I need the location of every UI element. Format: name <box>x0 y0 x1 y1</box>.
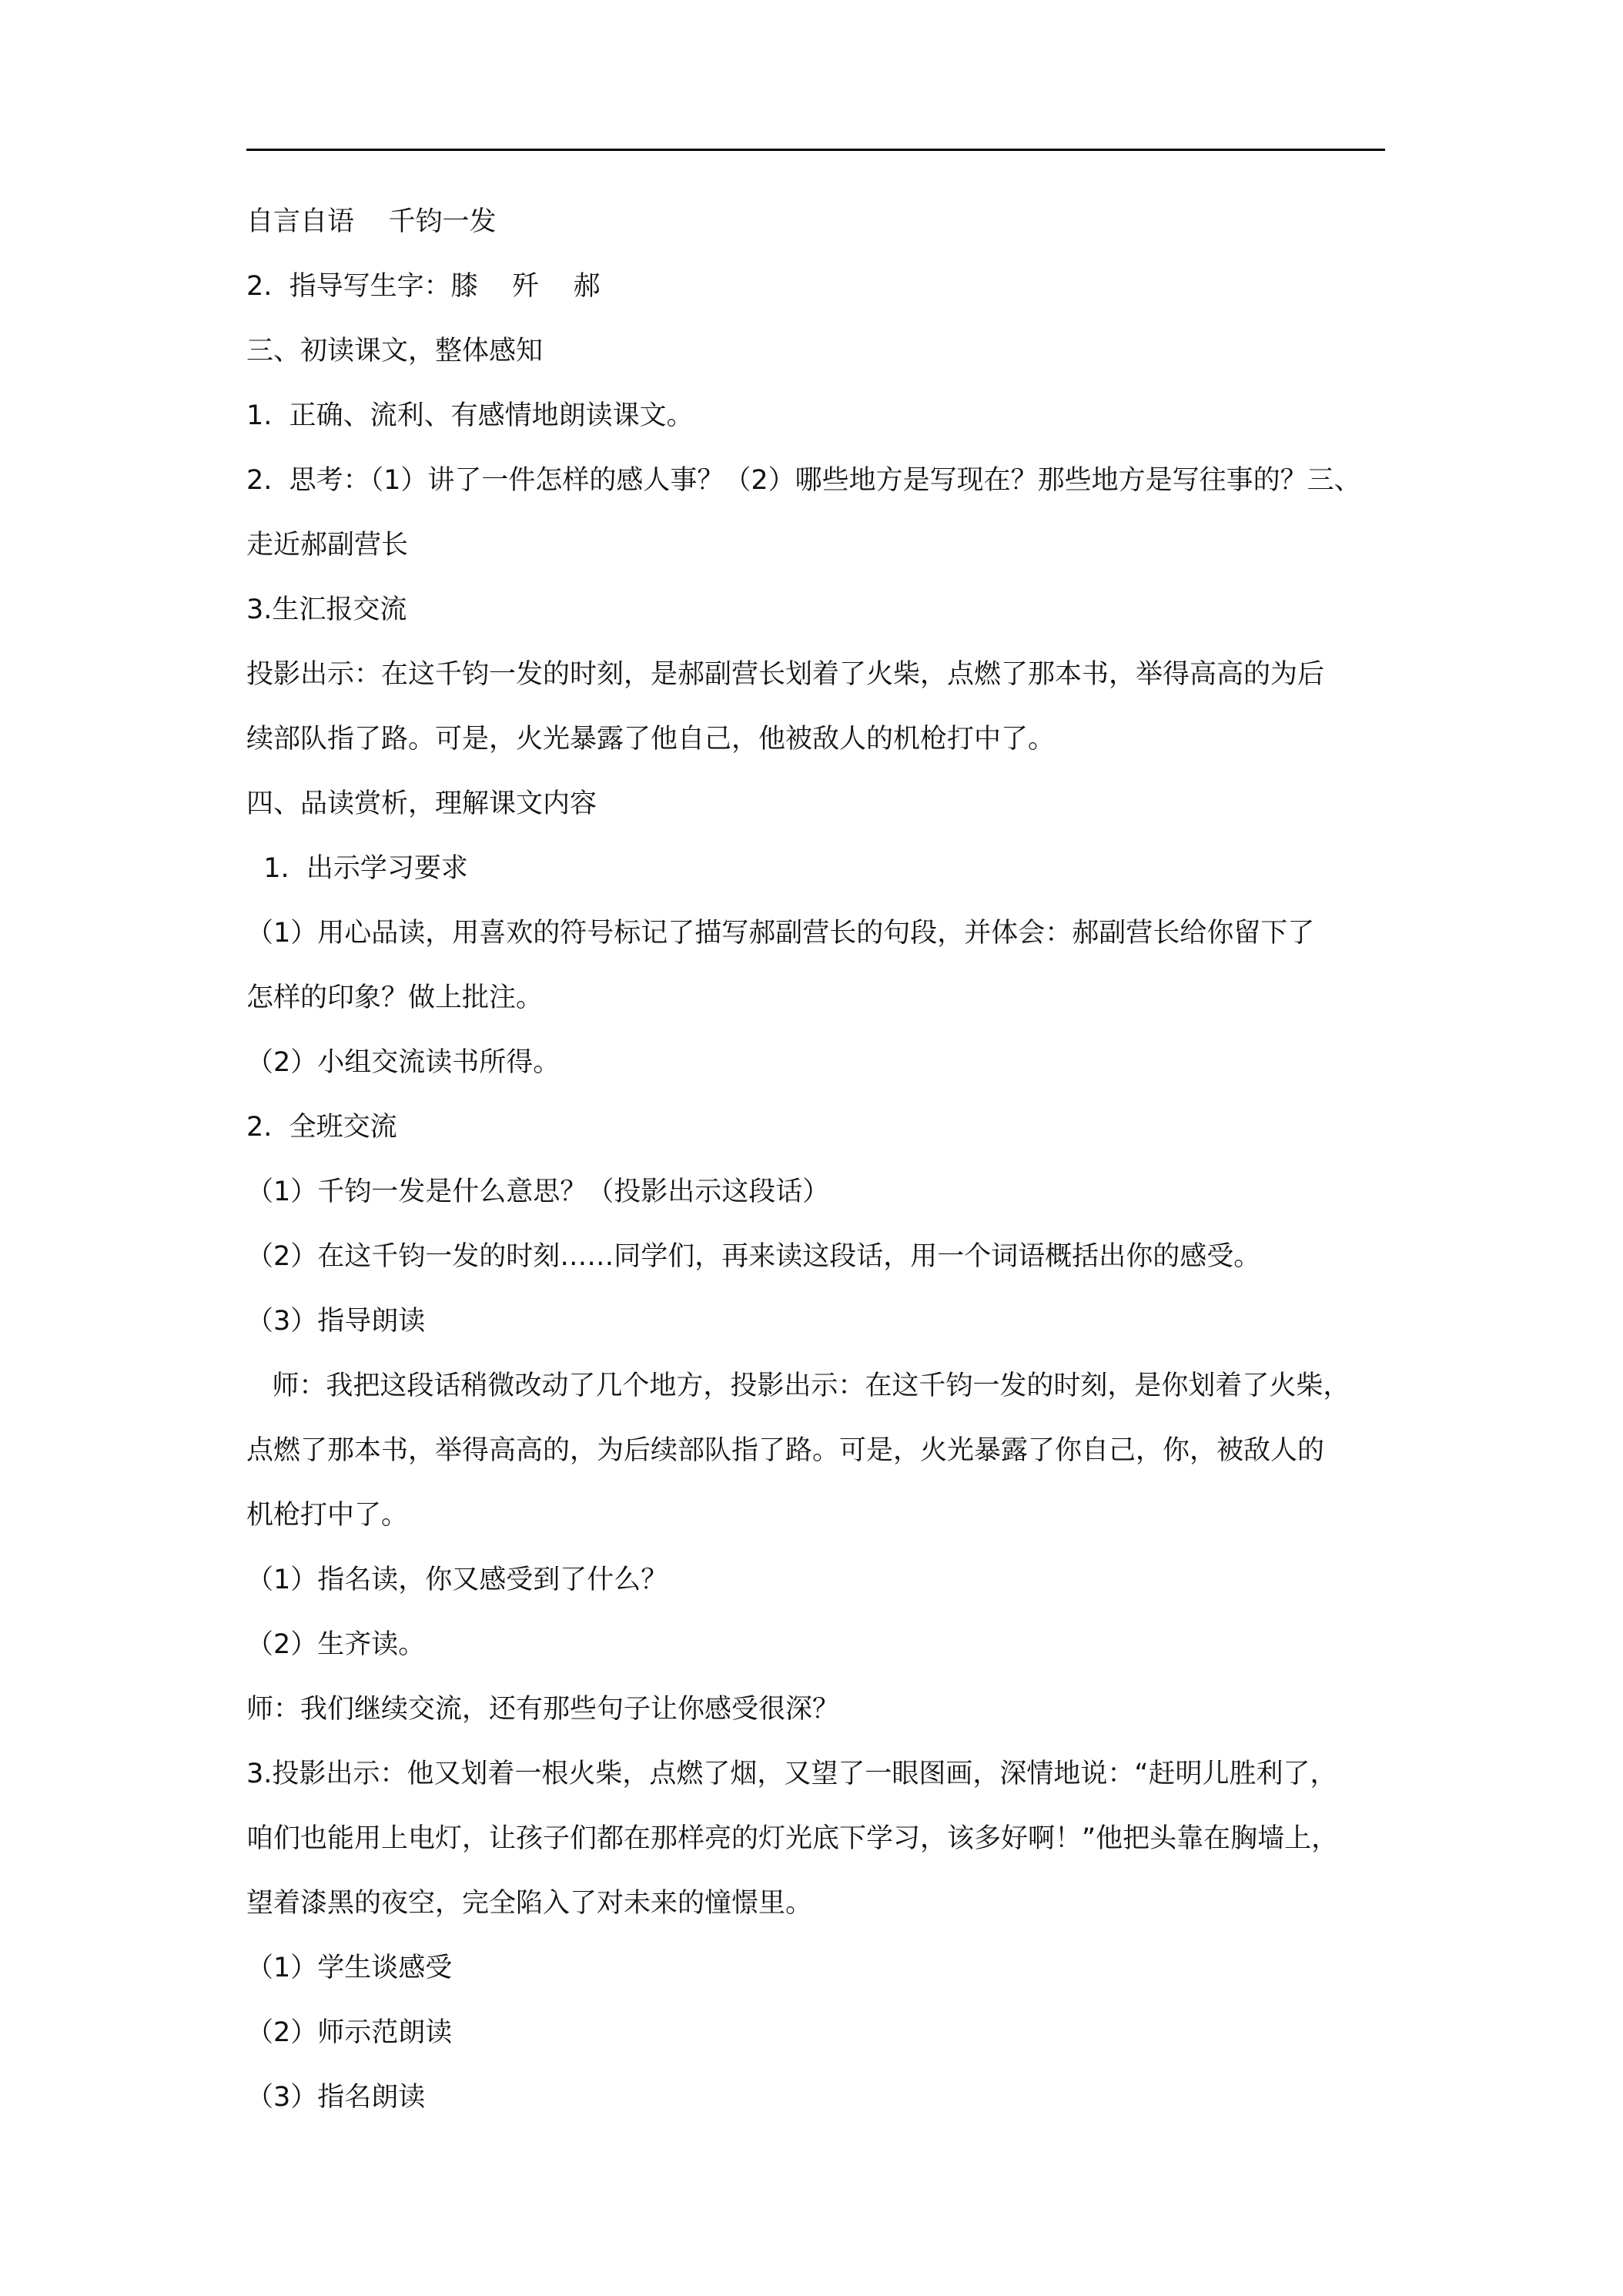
text-line: 怎样的印象？做上批注。 <box>246 982 544 1013</box>
text-line: （1）千钧一发是什么意思？（投影出示这段话） <box>246 1176 830 1207</box>
text-line: 自言自语 千钧一发 <box>246 206 497 237</box>
text-line: 3.生汇报交流 <box>246 594 407 625</box>
text-line: 望着漆黑的夜空，完全陷入了对未来的憧憬里。 <box>246 1888 813 1919</box>
text-line: 师：我们继续交流，还有那些句子让你感受很深？ <box>246 1694 840 1725</box>
text-line: 师：我把这段话稍微改动了几个地方，投影出示：在这千钧一发的时刻，是你划着了火柴， <box>246 1371 1350 1401</box>
text-line: （2）生齐读。 <box>246 1629 426 1660</box>
text-line: 咱们也能用上电灯，让孩子们都在那样亮的灯光底下学习，该多好啊！”他把头靠在胸墙上， <box>246 1823 1339 1854</box>
text-line: 投影出示：在这千钧一发的时刻，是郝副营长划着了火柴，点燃了那本书，举得高高的为后 <box>246 659 1325 690</box>
text-line: 2. 全班交流 <box>246 1112 397 1143</box>
text-line: 点燃了那本书，举得高高的，为后续部队指了路。可是，火光暴露了你自己，你，被敌人的 <box>246 1435 1325 1466</box>
text-line: 1. 正确、流利、有感情地朗读课文。 <box>246 400 694 431</box>
text-line: 1. 出示学习要求 <box>246 853 468 884</box>
section-heading: 四、品读赏析，理解课文内容 <box>246 788 597 819</box>
text-line: （3）指名朗读 <box>246 2082 426 2113</box>
text-line: （2）师示范朗读 <box>246 2017 453 2048</box>
text-line: 机枪打中了。 <box>246 1500 409 1531</box>
text-line: 3.投影出示：他又划着一根火柴，点燃了烟，又望了一眼图画，深情地说：“赶明儿胜利了， <box>246 1759 1337 1789</box>
text-line: （3）指导朗读 <box>246 1306 426 1337</box>
text-line: （1）学生谈感受 <box>246 1953 453 1983</box>
header-rule <box>246 149 1385 151</box>
text-line: （2）在这千钧一发的时刻……同学们，再来读这段话，用一个词语概括出你的感受。 <box>246 1241 1261 1272</box>
section-heading: 三、初读课文，整体感知 <box>246 336 544 366</box>
text-line: （1）用心品读，用喜欢的符号标记了描写郝副营长的句段，并体会：郝副营长给你留下了 <box>246 918 1315 949</box>
text-line: （1）指名读，你又感受到了什么？ <box>246 1565 668 1595</box>
text-line: 2. 指导写生字：膝 歼 郝 <box>246 271 601 302</box>
text-line: 续部队指了路。可是，火光暴露了他自己，他被敌人的机枪打中了。 <box>246 724 1056 755</box>
text-line: （2）小组交流读书所得。 <box>246 1047 561 1078</box>
text-line: 走近郝副营长 <box>246 530 409 561</box>
text-line: 2. 思考：（1）讲了一件怎样的感人事？（2）哪些地方是写现在？那些地方是写往事的？三、 <box>246 465 1361 496</box>
